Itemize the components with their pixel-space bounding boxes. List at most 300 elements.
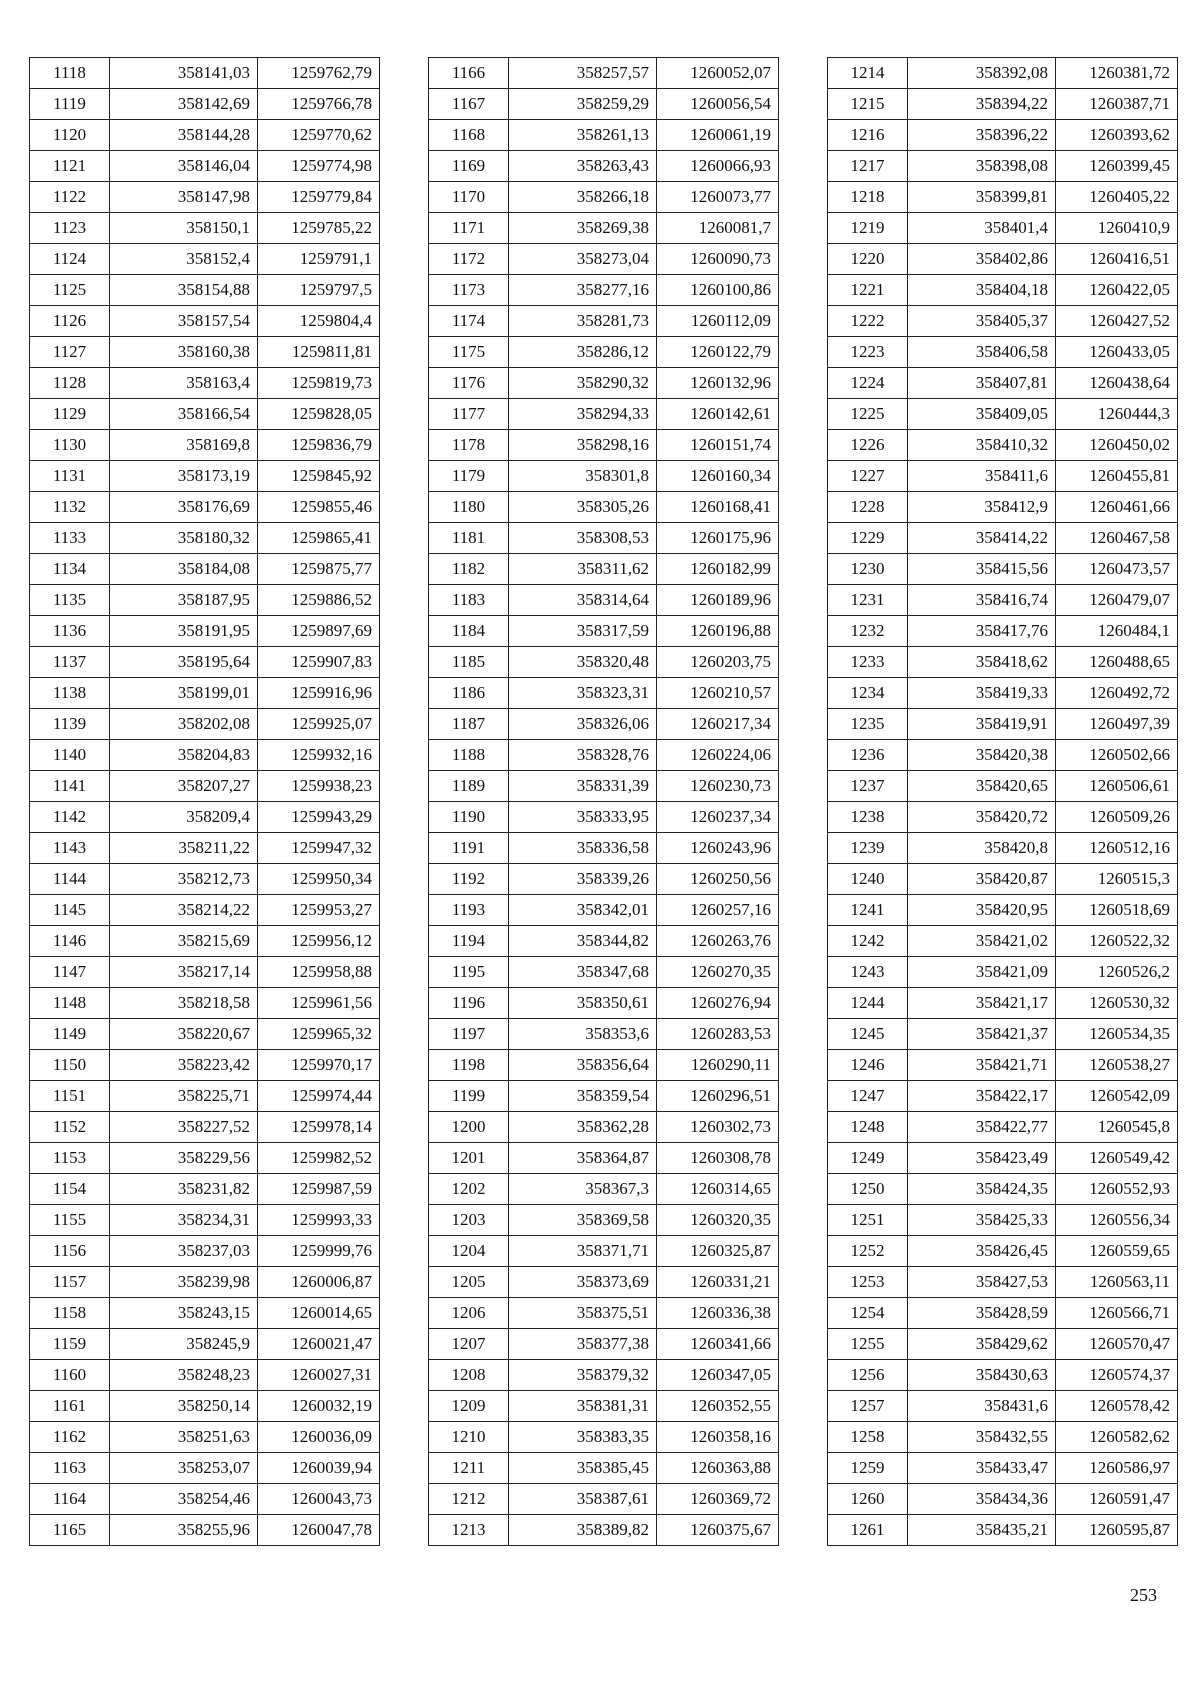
y-coordinate-cell: 1260142,61 xyxy=(657,399,779,430)
point-number-cell: 1148 xyxy=(30,988,110,1019)
point-number-cell: 1157 xyxy=(30,1267,110,1298)
table-row xyxy=(828,1081,1178,1112)
x-coordinate-cell: 358220,67 xyxy=(110,1019,258,1050)
table-row xyxy=(429,244,779,275)
x-coordinate-cell: 358237,03 xyxy=(110,1236,258,1267)
point-number-cell: 1118 xyxy=(30,58,110,89)
y-coordinate-cell: 1260257,16 xyxy=(657,895,779,926)
table-row xyxy=(828,1174,1178,1205)
x-coordinate-cell: 358350,61 xyxy=(509,988,657,1019)
point-number-cell: 1199 xyxy=(429,1081,509,1112)
x-coordinate-cell: 358389,82 xyxy=(509,1515,657,1546)
table-row xyxy=(30,1422,380,1453)
y-coordinate-cell: 1260066,93 xyxy=(657,151,779,182)
x-coordinate-cell: 358410,32 xyxy=(908,430,1056,461)
point-number-cell: 1232 xyxy=(828,616,908,647)
point-number-cell: 1211 xyxy=(429,1453,509,1484)
x-coordinate-cell: 358169,8 xyxy=(110,430,258,461)
x-coordinate-cell: 358369,58 xyxy=(509,1205,657,1236)
x-coordinate-cell: 358243,15 xyxy=(110,1298,258,1329)
x-coordinate-cell: 358294,33 xyxy=(509,399,657,430)
x-coordinate-cell: 358191,95 xyxy=(110,616,258,647)
point-number-cell: 1123 xyxy=(30,213,110,244)
x-coordinate-cell: 358356,64 xyxy=(509,1050,657,1081)
point-number-cell: 1252 xyxy=(828,1236,908,1267)
y-coordinate-cell: 1260455,81 xyxy=(1056,461,1178,492)
y-coordinate-cell: 1260182,99 xyxy=(657,554,779,585)
x-coordinate-cell: 358375,51 xyxy=(509,1298,657,1329)
point-number-cell: 1122 xyxy=(30,182,110,213)
table-row xyxy=(828,337,1178,368)
y-coordinate-cell: 1259999,76 xyxy=(258,1236,380,1267)
point-number-cell: 1160 xyxy=(30,1360,110,1391)
x-coordinate-cell: 358420,8 xyxy=(908,833,1056,864)
table-row xyxy=(30,1329,380,1360)
point-number-cell: 1187 xyxy=(429,709,509,740)
point-number-cell: 1208 xyxy=(429,1360,509,1391)
table-row xyxy=(828,1484,1178,1515)
y-coordinate-cell: 1259956,12 xyxy=(258,926,380,957)
point-number-cell: 1132 xyxy=(30,492,110,523)
point-number-cell: 1243 xyxy=(828,957,908,988)
y-coordinate-cell: 1260530,32 xyxy=(1056,988,1178,1019)
x-coordinate-cell: 358434,36 xyxy=(908,1484,1056,1515)
point-number-cell: 1151 xyxy=(30,1081,110,1112)
table-row xyxy=(30,616,380,647)
y-coordinate-cell: 1260210,57 xyxy=(657,678,779,709)
x-coordinate-cell: 358353,6 xyxy=(509,1019,657,1050)
table-row xyxy=(30,1112,380,1143)
table-row xyxy=(30,461,380,492)
point-number-cell: 1246 xyxy=(828,1050,908,1081)
point-number-cell: 1142 xyxy=(30,802,110,833)
table-row xyxy=(429,988,779,1019)
point-number-cell: 1175 xyxy=(429,337,509,368)
table-row xyxy=(429,926,779,957)
table-row xyxy=(30,957,380,988)
point-number-cell: 1125 xyxy=(30,275,110,306)
point-number-cell: 1168 xyxy=(429,120,509,151)
table-row xyxy=(30,275,380,306)
point-number-cell: 1227 xyxy=(828,461,908,492)
x-coordinate-cell: 358217,14 xyxy=(110,957,258,988)
point-number-cell: 1141 xyxy=(30,771,110,802)
table-row xyxy=(828,585,1178,616)
table-row xyxy=(30,678,380,709)
y-coordinate-cell: 1259797,5 xyxy=(258,275,380,306)
x-coordinate-cell: 358298,16 xyxy=(509,430,657,461)
table-row xyxy=(828,1391,1178,1422)
table-row xyxy=(429,182,779,213)
y-coordinate-cell: 1260506,61 xyxy=(1056,771,1178,802)
table-row xyxy=(429,1236,779,1267)
table-row xyxy=(30,926,380,957)
point-number-cell: 1220 xyxy=(828,244,908,275)
point-number-cell: 1124 xyxy=(30,244,110,275)
y-coordinate-cell: 1259804,4 xyxy=(258,306,380,337)
x-coordinate-cell: 358286,12 xyxy=(509,337,657,368)
x-coordinate-cell: 358364,87 xyxy=(509,1143,657,1174)
x-coordinate-cell: 358407,81 xyxy=(908,368,1056,399)
y-coordinate-cell: 1260196,88 xyxy=(657,616,779,647)
x-coordinate-cell: 358248,23 xyxy=(110,1360,258,1391)
point-number-cell: 1135 xyxy=(30,585,110,616)
point-number-cell: 1152 xyxy=(30,1112,110,1143)
table-row xyxy=(828,523,1178,554)
point-number-cell: 1169 xyxy=(429,151,509,182)
x-coordinate-cell: 358385,45 xyxy=(509,1453,657,1484)
point-number-cell: 1164 xyxy=(30,1484,110,1515)
y-coordinate-cell: 1260542,09 xyxy=(1056,1081,1178,1112)
x-coordinate-cell: 358317,59 xyxy=(509,616,657,647)
point-number-cell: 1259 xyxy=(828,1453,908,1484)
y-coordinate-cell: 1260444,3 xyxy=(1056,399,1178,430)
x-coordinate-cell: 358422,17 xyxy=(908,1081,1056,1112)
table-row xyxy=(828,1050,1178,1081)
table-row xyxy=(429,1143,779,1174)
y-coordinate-cell: 1260100,86 xyxy=(657,275,779,306)
y-coordinate-cell: 1259970,17 xyxy=(258,1050,380,1081)
point-number-cell: 1150 xyxy=(30,1050,110,1081)
x-coordinate-cell: 358420,38 xyxy=(908,740,1056,771)
point-number-cell: 1145 xyxy=(30,895,110,926)
y-coordinate-cell: 1260290,11 xyxy=(657,1050,779,1081)
table-row xyxy=(828,58,1178,89)
y-coordinate-cell: 1260522,32 xyxy=(1056,926,1178,957)
y-coordinate-cell: 1260438,64 xyxy=(1056,368,1178,399)
x-coordinate-cell: 358163,4 xyxy=(110,368,258,399)
x-coordinate-cell: 358394,22 xyxy=(908,89,1056,120)
x-coordinate-cell: 358273,04 xyxy=(509,244,657,275)
y-coordinate-cell: 1260090,73 xyxy=(657,244,779,275)
y-coordinate-cell: 1260270,35 xyxy=(657,957,779,988)
point-number-cell: 1249 xyxy=(828,1143,908,1174)
table-row xyxy=(828,1329,1178,1360)
x-coordinate-cell: 358154,88 xyxy=(110,275,258,306)
y-coordinate-cell: 1259982,52 xyxy=(258,1143,380,1174)
table-row xyxy=(828,399,1178,430)
table-row xyxy=(828,492,1178,523)
x-coordinate-cell: 358419,33 xyxy=(908,678,1056,709)
point-number-cell: 1146 xyxy=(30,926,110,957)
table-row xyxy=(30,523,380,554)
point-number-cell: 1178 xyxy=(429,430,509,461)
point-number-cell: 1143 xyxy=(30,833,110,864)
x-coordinate-cell: 358421,37 xyxy=(908,1019,1056,1050)
point-number-cell: 1171 xyxy=(429,213,509,244)
y-coordinate-cell: 1259785,22 xyxy=(258,213,380,244)
x-coordinate-cell: 358421,02 xyxy=(908,926,1056,957)
x-coordinate-cell: 358331,39 xyxy=(509,771,657,802)
point-number-cell: 1158 xyxy=(30,1298,110,1329)
x-coordinate-cell: 358199,01 xyxy=(110,678,258,709)
x-coordinate-cell: 358420,95 xyxy=(908,895,1056,926)
y-coordinate-cell: 1259925,07 xyxy=(258,709,380,740)
x-coordinate-cell: 358398,08 xyxy=(908,151,1056,182)
point-number-cell: 1147 xyxy=(30,957,110,988)
x-coordinate-cell: 358344,82 xyxy=(509,926,657,957)
table-row xyxy=(30,1360,380,1391)
x-coordinate-cell: 358427,53 xyxy=(908,1267,1056,1298)
table-row xyxy=(828,1298,1178,1329)
x-coordinate-cell: 358152,4 xyxy=(110,244,258,275)
y-coordinate-cell: 1260189,96 xyxy=(657,585,779,616)
table-row xyxy=(429,1267,779,1298)
point-number-cell: 1242 xyxy=(828,926,908,957)
point-number-cell: 1216 xyxy=(828,120,908,151)
table-row xyxy=(828,709,1178,740)
x-coordinate-cell: 358253,07 xyxy=(110,1453,258,1484)
point-number-cell: 1221 xyxy=(828,275,908,306)
x-coordinate-cell: 358383,35 xyxy=(509,1422,657,1453)
x-coordinate-cell: 358339,26 xyxy=(509,864,657,895)
table-row xyxy=(828,771,1178,802)
y-coordinate-cell: 1259978,14 xyxy=(258,1112,380,1143)
y-coordinate-cell: 1260556,34 xyxy=(1056,1205,1178,1236)
x-coordinate-cell: 358414,22 xyxy=(908,523,1056,554)
point-number-cell: 1129 xyxy=(30,399,110,430)
table-row xyxy=(828,957,1178,988)
y-coordinate-cell: 1259916,96 xyxy=(258,678,380,709)
x-coordinate-cell: 358419,91 xyxy=(908,709,1056,740)
table-row xyxy=(429,585,779,616)
table-row xyxy=(429,1391,779,1422)
table-row xyxy=(828,895,1178,926)
point-number-cell: 1182 xyxy=(429,554,509,585)
table-row xyxy=(828,1143,1178,1174)
y-coordinate-cell: 1259828,05 xyxy=(258,399,380,430)
x-coordinate-cell: 358415,56 xyxy=(908,554,1056,585)
point-number-cell: 1247 xyxy=(828,1081,908,1112)
point-number-cell: 1130 xyxy=(30,430,110,461)
y-coordinate-cell: 1260591,47 xyxy=(1056,1484,1178,1515)
y-coordinate-cell: 1260006,87 xyxy=(258,1267,380,1298)
table-row xyxy=(828,1236,1178,1267)
y-coordinate-cell: 1260538,27 xyxy=(1056,1050,1178,1081)
y-coordinate-cell: 1260473,57 xyxy=(1056,554,1178,585)
point-number-cell: 1176 xyxy=(429,368,509,399)
point-number-cell: 1198 xyxy=(429,1050,509,1081)
x-coordinate-cell: 358359,54 xyxy=(509,1081,657,1112)
point-number-cell: 1159 xyxy=(30,1329,110,1360)
table-row xyxy=(30,182,380,213)
point-number-cell: 1222 xyxy=(828,306,908,337)
table-row xyxy=(429,1329,779,1360)
table-row xyxy=(429,709,779,740)
x-coordinate-cell: 358420,72 xyxy=(908,802,1056,833)
x-coordinate-cell: 358166,54 xyxy=(110,399,258,430)
y-coordinate-cell: 1260073,77 xyxy=(657,182,779,213)
point-number-cell: 1134 xyxy=(30,554,110,585)
y-coordinate-cell: 1260492,72 xyxy=(1056,678,1178,709)
point-number-cell: 1209 xyxy=(429,1391,509,1422)
table-row xyxy=(30,895,380,926)
table-row xyxy=(828,554,1178,585)
y-coordinate-cell: 1260296,51 xyxy=(657,1081,779,1112)
y-coordinate-cell: 1260224,06 xyxy=(657,740,779,771)
table-row xyxy=(429,1081,779,1112)
y-coordinate-cell: 1260243,96 xyxy=(657,833,779,864)
table-row xyxy=(30,120,380,151)
y-coordinate-cell: 1260112,09 xyxy=(657,306,779,337)
y-coordinate-cell: 1260545,8 xyxy=(1056,1112,1178,1143)
point-number-cell: 1121 xyxy=(30,151,110,182)
y-coordinate-cell: 1260230,73 xyxy=(657,771,779,802)
coordinate-table-2 xyxy=(428,57,779,1546)
y-coordinate-cell: 1260387,71 xyxy=(1056,89,1178,120)
y-coordinate-cell: 1260047,78 xyxy=(258,1515,380,1546)
x-coordinate-cell: 358342,01 xyxy=(509,895,657,926)
table-row xyxy=(30,802,380,833)
y-coordinate-cell: 1259938,23 xyxy=(258,771,380,802)
point-number-cell: 1192 xyxy=(429,864,509,895)
table-row xyxy=(30,1019,380,1050)
table-row xyxy=(30,492,380,523)
table-row xyxy=(429,616,779,647)
point-number-cell: 1223 xyxy=(828,337,908,368)
y-coordinate-cell: 1260416,51 xyxy=(1056,244,1178,275)
x-coordinate-cell: 358421,17 xyxy=(908,988,1056,1019)
x-coordinate-cell: 358373,69 xyxy=(509,1267,657,1298)
point-number-cell: 1248 xyxy=(828,1112,908,1143)
point-number-cell: 1188 xyxy=(429,740,509,771)
x-coordinate-cell: 358336,58 xyxy=(509,833,657,864)
point-number-cell: 1156 xyxy=(30,1236,110,1267)
y-coordinate-cell: 1260027,31 xyxy=(258,1360,380,1391)
x-coordinate-cell: 358432,55 xyxy=(908,1422,1056,1453)
point-number-cell: 1174 xyxy=(429,306,509,337)
y-coordinate-cell: 1259987,59 xyxy=(258,1174,380,1205)
table-row xyxy=(30,1236,380,1267)
y-coordinate-cell: 1260574,37 xyxy=(1056,1360,1178,1391)
x-coordinate-cell: 358204,83 xyxy=(110,740,258,771)
point-number-cell: 1250 xyxy=(828,1174,908,1205)
table-row xyxy=(828,1453,1178,1484)
x-coordinate-cell: 358144,28 xyxy=(110,120,258,151)
table-row xyxy=(828,647,1178,678)
y-coordinate-cell: 1259907,83 xyxy=(258,647,380,678)
x-coordinate-cell: 358314,64 xyxy=(509,585,657,616)
y-coordinate-cell: 1260237,34 xyxy=(657,802,779,833)
table-row xyxy=(429,461,779,492)
y-coordinate-cell: 1259770,62 xyxy=(258,120,380,151)
table-row xyxy=(30,368,380,399)
y-coordinate-cell: 1260433,05 xyxy=(1056,337,1178,368)
y-coordinate-cell: 1260534,35 xyxy=(1056,1019,1178,1050)
table-row xyxy=(30,1267,380,1298)
x-coordinate-cell: 358254,46 xyxy=(110,1484,258,1515)
y-coordinate-cell: 1260563,11 xyxy=(1056,1267,1178,1298)
point-number-cell: 1154 xyxy=(30,1174,110,1205)
y-coordinate-cell: 1260512,16 xyxy=(1056,833,1178,864)
y-coordinate-cell: 1260410,9 xyxy=(1056,213,1178,244)
x-coordinate-cell: 358202,08 xyxy=(110,709,258,740)
point-number-cell: 1186 xyxy=(429,678,509,709)
y-coordinate-cell: 1260043,73 xyxy=(258,1484,380,1515)
y-coordinate-cell: 1260320,35 xyxy=(657,1205,779,1236)
table-row xyxy=(30,988,380,1019)
x-coordinate-cell: 358347,68 xyxy=(509,957,657,988)
y-coordinate-cell: 1260122,79 xyxy=(657,337,779,368)
point-number-cell: 1254 xyxy=(828,1298,908,1329)
y-coordinate-cell: 1260479,07 xyxy=(1056,585,1178,616)
x-coordinate-cell: 358326,06 xyxy=(509,709,657,740)
point-number-cell: 1251 xyxy=(828,1205,908,1236)
point-number-cell: 1212 xyxy=(429,1484,509,1515)
table-row xyxy=(429,89,779,120)
table-row xyxy=(429,895,779,926)
point-number-cell: 1237 xyxy=(828,771,908,802)
table-row xyxy=(429,430,779,461)
point-number-cell: 1165 xyxy=(30,1515,110,1546)
table-row xyxy=(429,1515,779,1546)
table-row xyxy=(429,1298,779,1329)
x-coordinate-cell: 358404,18 xyxy=(908,275,1056,306)
x-coordinate-cell: 358212,73 xyxy=(110,864,258,895)
y-coordinate-cell: 1260039,94 xyxy=(258,1453,380,1484)
point-number-cell: 1235 xyxy=(828,709,908,740)
table-row xyxy=(828,1019,1178,1050)
y-coordinate-cell: 1259943,29 xyxy=(258,802,380,833)
point-number-cell: 1133 xyxy=(30,523,110,554)
x-coordinate-cell: 358184,08 xyxy=(110,554,258,585)
point-number-cell: 1241 xyxy=(828,895,908,926)
point-number-cell: 1194 xyxy=(429,926,509,957)
point-number-cell: 1173 xyxy=(429,275,509,306)
point-number-cell: 1179 xyxy=(429,461,509,492)
y-coordinate-cell: 1259865,41 xyxy=(258,523,380,554)
point-number-cell: 1195 xyxy=(429,957,509,988)
y-coordinate-cell: 1260549,42 xyxy=(1056,1143,1178,1174)
point-number-cell: 1131 xyxy=(30,461,110,492)
y-coordinate-cell: 1260393,62 xyxy=(1056,120,1178,151)
x-coordinate-cell: 358429,62 xyxy=(908,1329,1056,1360)
x-coordinate-cell: 358425,33 xyxy=(908,1205,1056,1236)
y-coordinate-cell: 1260461,66 xyxy=(1056,492,1178,523)
y-coordinate-cell: 1259961,56 xyxy=(258,988,380,1019)
y-coordinate-cell: 1260308,78 xyxy=(657,1143,779,1174)
point-number-cell: 1128 xyxy=(30,368,110,399)
point-number-cell: 1244 xyxy=(828,988,908,1019)
x-coordinate-cell: 358229,56 xyxy=(110,1143,258,1174)
y-coordinate-cell: 1260061,19 xyxy=(657,120,779,151)
x-coordinate-cell: 358150,1 xyxy=(110,213,258,244)
x-coordinate-cell: 358422,77 xyxy=(908,1112,1056,1143)
point-number-cell: 1207 xyxy=(429,1329,509,1360)
x-coordinate-cell: 358323,31 xyxy=(509,678,657,709)
point-number-cell: 1180 xyxy=(429,492,509,523)
point-number-cell: 1184 xyxy=(429,616,509,647)
table-row xyxy=(429,864,779,895)
point-number-cell: 1137 xyxy=(30,647,110,678)
x-coordinate-cell: 358214,22 xyxy=(110,895,258,926)
x-coordinate-cell: 358225,71 xyxy=(110,1081,258,1112)
y-coordinate-cell: 1260014,65 xyxy=(258,1298,380,1329)
point-number-cell: 1153 xyxy=(30,1143,110,1174)
x-coordinate-cell: 358426,45 xyxy=(908,1236,1056,1267)
y-coordinate-cell: 1259886,52 xyxy=(258,585,380,616)
x-coordinate-cell: 358431,6 xyxy=(908,1391,1056,1422)
y-coordinate-cell: 1260175,96 xyxy=(657,523,779,554)
y-coordinate-cell: 1260352,55 xyxy=(657,1391,779,1422)
point-number-cell: 1256 xyxy=(828,1360,908,1391)
y-coordinate-cell: 1259811,81 xyxy=(258,337,380,368)
table-row xyxy=(30,585,380,616)
table-row xyxy=(828,1267,1178,1298)
x-coordinate-cell: 358412,9 xyxy=(908,492,1056,523)
point-number-cell: 1144 xyxy=(30,864,110,895)
y-coordinate-cell: 1259953,27 xyxy=(258,895,380,926)
